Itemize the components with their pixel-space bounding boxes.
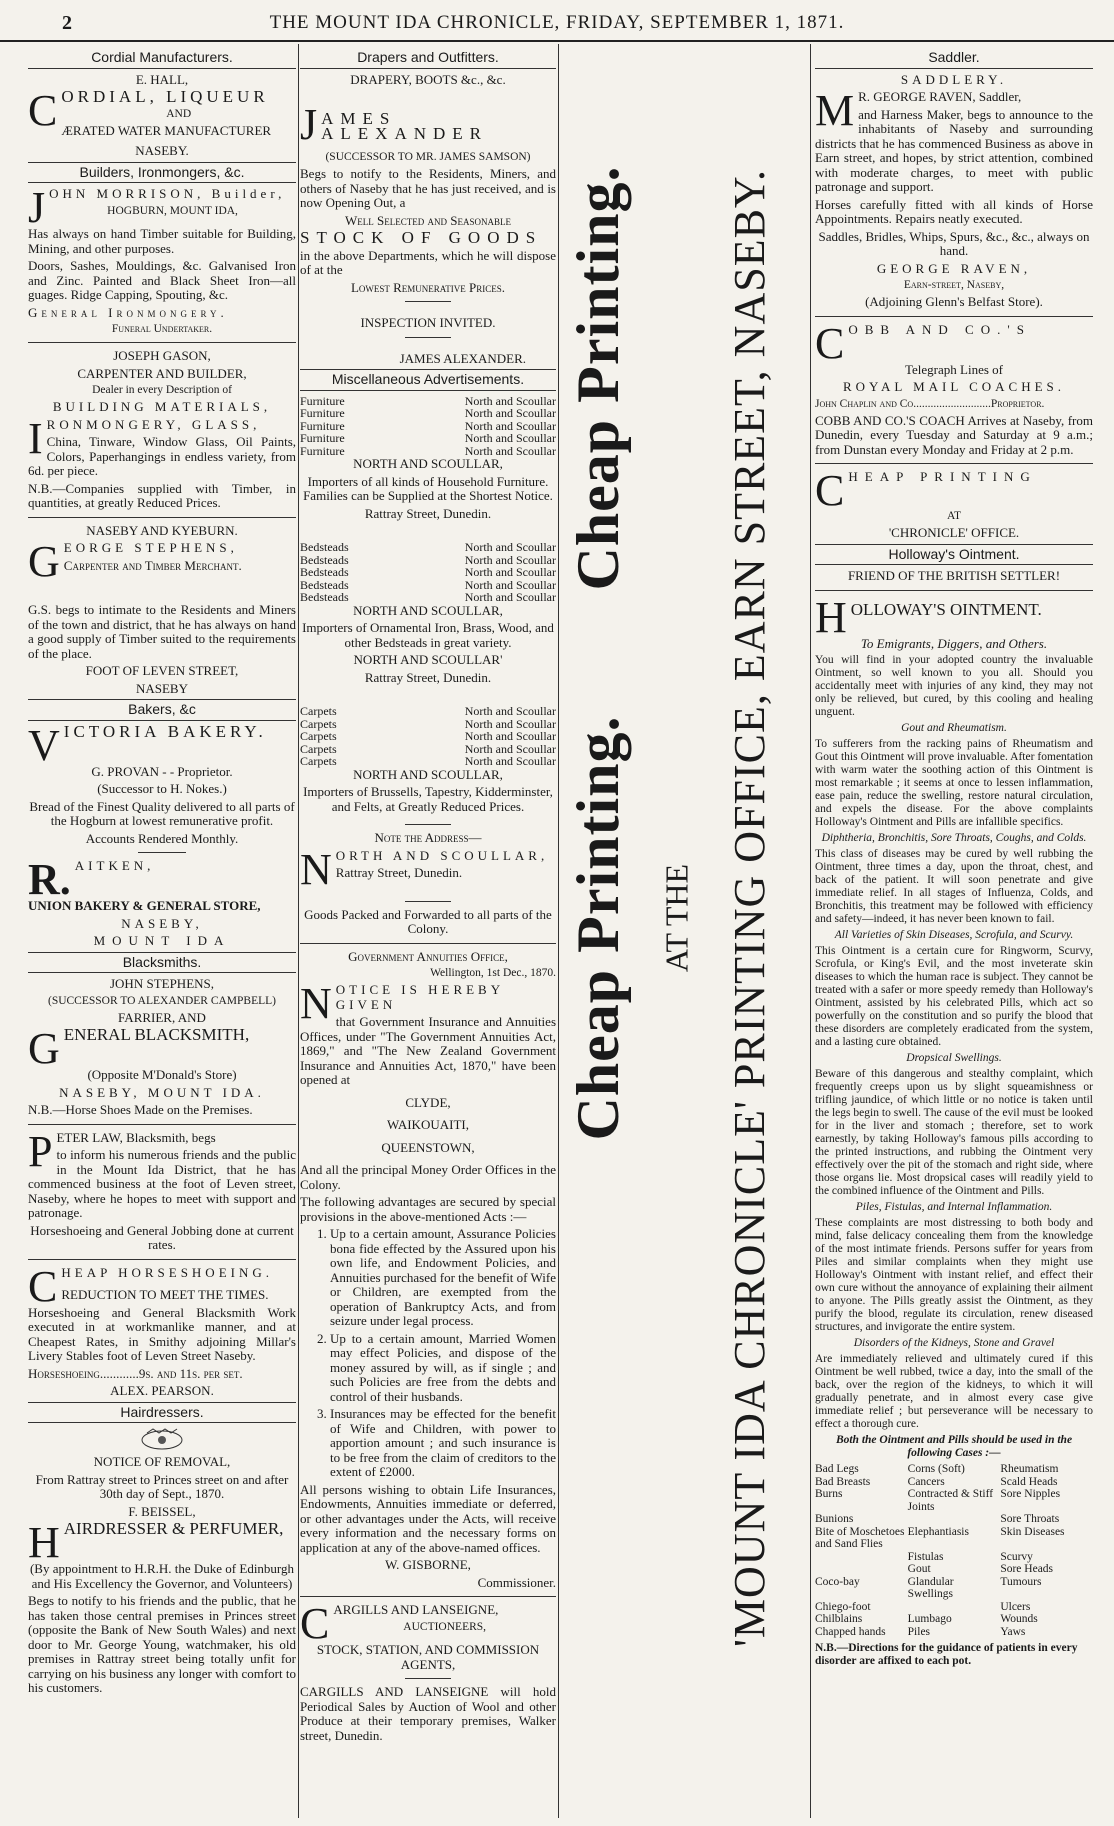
- dropcap-c2: C: [28, 1261, 58, 1311]
- aitken-mount: MOUNT IDA: [93, 933, 231, 948]
- ns-addr: Rattray Street, Dunedin.: [364, 669, 492, 685]
- section-header-blacksmiths: Blacksmiths.: [28, 952, 296, 974]
- holloway-p2: To sufferers from the racking pains of Rheumatism and Gout this Ointment will prove invaluable. After fomentation with warm water the soothing action of this Ointment is most remarkable ; it seems at once to lessen inflammation, ease pain, reduce the swelling, restore natural circulation, and expels the disease. For the above complaints Holloway's Ointment and Pills are infallible specifics.: [815, 738, 1093, 828]
- divider: [300, 1596, 556, 1597]
- north-scoullar: ORTH AND SCOULLAR,: [335, 847, 549, 863]
- friend-settler: FRIEND OF THE BRITISH SETTLER!: [847, 568, 1061, 583]
- holloway-p7: Are immediately relieved and ultimately cured if this Ointment be well rubbed, twice a day, into the small of the back, over the region of the kidneys, to which it will gradually penetrate, and in almost every case give immediate relief ; but perseverance will be necessary to effect a thorough cure.: [815, 1353, 1093, 1430]
- section-header-misc: Miscellaneous Advertisements.: [300, 369, 556, 391]
- cargills-name: ARGILLS AND LANSEIGNE,: [333, 1602, 499, 1617]
- furniture-ad: [300, 395, 556, 522]
- alexander-name: AMES ALEXANDER: [321, 109, 489, 143]
- divider: [28, 517, 296, 518]
- listing-row: Bedsteads North and Scoullar: [300, 577, 556, 592]
- morrison-body2: Doors, Sashes, Mouldings, &c. Galvanised Iron and Zinc. Painted and Black Sheet Iron—all guages. Ridge Capping, Spouting, &c.: [28, 258, 296, 302]
- list-item: 1. Up to a certain amount, Assurance Policies bona fide effected by the Assured upon his own life, and Endowment Policies, and Annuities purchased for the benefit of Wife or Children, are exempted from the operation of Bankruptcy Acts, and from seizure under legal process.: [330, 1227, 556, 1329]
- js-farrier: FARRIER, AND: [118, 1009, 206, 1025]
- bakery-accounts: Accounts Rendered Monthly.: [85, 830, 239, 846]
- divider: [28, 342, 296, 343]
- advantages-list: [300, 1227, 556, 1480]
- column-divider: [810, 44, 811, 1818]
- gason-title: CARPENTER AND BUILDER,: [77, 365, 247, 381]
- carpets-body: Importers of Brussells, Tapestry, Kidderminster, and Felts, at Greatly Reduced Prices.: [303, 784, 553, 814]
- divider: [815, 590, 1093, 591]
- cheap-body: Horseshoeing and General Blacksmith Work executed in at workmanlike manner, and at Cheapest Rates, in Smithy adjoining Millar's Livery Stables foot of Leven Street Naseby.: [28, 1304, 296, 1363]
- cordial-line1: ORDIAL, LIQUEUR: [61, 87, 269, 106]
- aitken-naseby: NASEBY,: [121, 915, 203, 931]
- inspection: INSPECTION INVITED.: [360, 315, 496, 330]
- skin-heading: All Varieties of Skin Diseases, Scrofula, and Scurvy.: [834, 929, 1074, 941]
- dropcap-j2: J: [300, 100, 318, 149]
- note-address: Note the Address—: [374, 830, 482, 845]
- section-header-hair: Hairdressers.: [28, 1402, 296, 1424]
- alexander-body: Begs to notify to the Residents, Miners, and others of Naseby that he has just received, and is now Opening Out, a: [300, 166, 556, 210]
- morrison-name: OHN MORRISON, Builder,: [49, 186, 286, 201]
- table-cell: Cancers: [907, 1475, 945, 1488]
- provan-succ: (Successor to H. Nokes.): [97, 781, 227, 796]
- stock-of-goods: STOCK OF GOODS: [300, 228, 543, 247]
- cargills-role: AUCTIONEERS,: [403, 1620, 487, 1633]
- divider: [815, 316, 1093, 317]
- divider: [405, 301, 451, 302]
- cargills-stock: STOCK, STATION, AND COMMISSION AGENTS,: [316, 1642, 540, 1672]
- listing-row: Carpets North and Scoullar: [300, 754, 556, 768]
- column-2: [300, 48, 556, 1746]
- js-general: ENERAL BLACKSMITH,: [63, 1025, 250, 1044]
- table-cell: Scald Heads: [1000, 1475, 1058, 1488]
- listing-row: Carpets North and Scoullar: [300, 729, 556, 743]
- listing-row: Carpets North and Scoullar: [300, 741, 556, 756]
- stephens-body: G.S. begs to intimate to the Residents and Miners of the town and district, that he has always on hand a good supply of Timber suited to the requirements of the place.: [28, 602, 296, 661]
- table-cell: Rheumatism: [1000, 1463, 1059, 1475]
- saddlery: SADDLERY.: [900, 71, 1008, 87]
- table-cell: Tumours: [1000, 1575, 1042, 1588]
- place-waikouaiti: WAIKOUAITI,: [387, 1117, 469, 1132]
- morrison-body: Has always on hand Timber suitable for Building, Mining, and other purposes.: [28, 226, 296, 256]
- ns-company: NORTH AND SCOULLAR,: [353, 456, 503, 471]
- masthead: [0, 0, 1114, 42]
- beissel: F. BEISSEL,: [128, 1503, 196, 1519]
- chronicle-office: 'CHRONICLE' OFFICE.: [888, 525, 1020, 540]
- table-cell: Corns (Soft): [907, 1463, 965, 1475]
- holloway-title: OLLOWAY'S OINTMENT.: [850, 599, 1042, 619]
- dropcap-g: G: [28, 537, 60, 586]
- law-body: to inform his numerous friends and the public in the Mount Ida District, that he has commenced business at the foot of Leven street, Naseby, where he hopes to meet with support and patronage.: [28, 1147, 296, 1220]
- table-cell: Coco-bay: [815, 1575, 860, 1588]
- table-cell: Sore Throats: [1000, 1513, 1060, 1525]
- morrison-addr: HOGBURN, MOUNT IDA,: [107, 204, 238, 217]
- table-cell: [908, 1601, 1001, 1614]
- place-queenstown: QUEENSTOWN,: [381, 1139, 475, 1155]
- dropcap-g2: G: [28, 1024, 60, 1073]
- cheap-printing-left: Cheap Printing.: [564, 715, 631, 1141]
- dropcap-i: I: [28, 413, 43, 463]
- holloway-nb: N.B.—Directions for the guidance of patients in every disorder are affixed to each pot.: [815, 1642, 1078, 1667]
- gov-body2: And all the principal Money Order Offices in the Colony.: [300, 1162, 556, 1192]
- dropcap-n: N: [300, 844, 332, 894]
- gason-name: JOSEPH GASON,: [113, 348, 211, 363]
- gov-body4: All persons wishing to obtain Life Insurances, Endowments, Annuities immediate or deferred, or other advantages under the Acts, will receive every information and the necessary forms on application at any of the above-named offices.: [300, 1481, 556, 1555]
- hair-body: Begs to notify to his friends and the public, that he has taken those central premises in Princes street (opposite the Bank of New South Wales) and next door to Mr. George Young, watchmaker, his old premises in Rattray street being totally unfit for carrying on his business any longer with comfort to his customers.: [28, 1593, 296, 1695]
- holloway-p4: This Ointment is a certain cure for Ringworm, Scurvy, Scrofula, or King's Evil, and the most inveterate skin diseases to which the human race is subject. They cannot be treated with a safer or more speedy remedy than Holloway's Ointment, assisted by his celebrated Pills, which act so powerfully on the constitution and so purify the blood that these disorders are completely eradicated from the system, and a lasting cure obtained.: [815, 945, 1093, 1048]
- section-header-holloway: Holloway's Ointment.: [815, 544, 1093, 566]
- dropcap-v: V: [28, 720, 60, 770]
- listing-row: Bedsteads North and Scoullar: [300, 590, 556, 604]
- table-cell: Glandular Swellings: [907, 1575, 954, 1600]
- printing-office: 'MOUNT IDA CHRONICLE' PRINTING OFFICE, EARN STREET, NASEBY.: [724, 168, 774, 1648]
- holloway-p5: Beware of this dangerous and stealthy complaint, which frequently creeps upon us by slight squeamishness or trifling jaundice, of which little or no notice is taken until the legs begin to swell. The cause of the evil must be looked for in the liver and stomach ; therefore, set to work earnestly, by taking Holloway's famous pills according to the printed instructions, and rubbing the Ointment very effectively over the pit of the stomach and right side, where those organs lie. Most dropsical cases will readily yield to the combined influence of the Ointment and Pills.: [815, 1068, 1093, 1197]
- divider: [405, 1678, 451, 1679]
- victoria-bakery: ICTORIA BAKERY.: [63, 721, 267, 741]
- stephens-name: EORGE STEPHENS,: [63, 540, 238, 555]
- furniture-body: Importers of all kinds of Household Furniture. Families can be Supplied at the Shortest Notice.: [303, 473, 553, 503]
- section-header-cordial: Cordial Manufacturers.: [28, 48, 296, 69]
- raven-sign: GEORGE RAVEN,: [876, 260, 1032, 276]
- raven-body: and Harness Maker, begs to announce to the inhabitants of Naseby and surrounding districts that he has commenced Business as above in Earn street, and hopes, by strict attention, combined with moderate charges, to meet with public patronage and support.: [815, 106, 1093, 194]
- hair-appt: (By appointment to H.R.H. the Duke of Edinburgh and His Excellency the Governor, and Volunteers): [29, 1561, 295, 1591]
- gason-body: China, Tinware, Window Glass, Oil Paints, Colors, Paperhangings in endless variety, from 6d. per piece.: [28, 434, 296, 478]
- cordial-line3: ÆRATED WATER MANUFACTURER: [61, 122, 272, 138]
- removal-body: From Rattray street to Princes street on and after 30th day of Sept., 1870.: [35, 1471, 289, 1501]
- cases-heading: Both the Ointment and Pills should be used in the following Cases :—: [835, 1434, 1073, 1459]
- table-cell: Lumbago: [907, 1613, 952, 1625]
- ns-company: NORTH AND SCOULLAR,: [353, 766, 503, 782]
- dropcap-m: M: [815, 86, 855, 135]
- dropsical-heading: Dropsical Swellings.: [906, 1052, 1002, 1064]
- stephens-place: NASEBY AND KYEBURN.: [86, 522, 238, 538]
- js-place: NASEBY, MOUNT IDA.: [59, 1084, 265, 1100]
- cheap-horse: HEAP HORSESHOEING.: [61, 1264, 273, 1280]
- column-1: [28, 48, 296, 1699]
- provan: G. PROVAN - - Proprietor.: [91, 763, 233, 779]
- ns-company2: NORTH AND SCOULLAR': [353, 652, 503, 667]
- table-cell: Sore Heads: [1000, 1563, 1054, 1575]
- table-cell: Chapped hands: [815, 1625, 886, 1638]
- dropcap-c3: C: [300, 1599, 330, 1648]
- stephens-naseby: NASEBY: [135, 680, 188, 696]
- bedsteads-ad: [300, 541, 556, 685]
- column-4: [815, 48, 1093, 1671]
- divider: [405, 824, 451, 825]
- listing-row: Bedsteads North and Scoullar: [300, 565, 556, 579]
- section-header-builders: Builders, Ironmongers, &c.: [28, 162, 296, 184]
- cordial-line2: AND: [166, 107, 192, 120]
- gason-dealer: Dealer in every Description of: [92, 384, 232, 396]
- table-cell: Scurvy: [1000, 1550, 1033, 1563]
- well-selected: Well Selected and Seasonable: [345, 212, 511, 228]
- stephens-foot: FOOT OF LEVEN STREET,: [85, 663, 239, 678]
- dropcap-p: P: [28, 1126, 53, 1176]
- table-cell: Sore Nipples: [1000, 1488, 1061, 1500]
- column-divider: [558, 44, 559, 1818]
- cargills-body: CARGILLS AND LANSEIGNE will hold Periodical Sales by Auction of Wool and other Produce at their temporary premises, Walker street, Dunedin.: [300, 1684, 556, 1743]
- table-cell: Contracted & Stiff Joints: [907, 1488, 994, 1513]
- newspaper-title: THE MOUNT IDA CHRONICLE, FRIDAY, SEPTEMBER 1, 1871.: [269, 12, 845, 33]
- spacer: [300, 90, 556, 104]
- ns-company: NORTH AND SCOULLAR,: [353, 602, 503, 618]
- carpets-ad: [300, 705, 556, 814]
- divider: [405, 901, 451, 902]
- raven-adj: (Adjoining Glenn's Belfast Store).: [865, 294, 1043, 309]
- table-cell: Piles: [907, 1625, 931, 1638]
- table-cell: [908, 1513, 1001, 1526]
- listing-row: Furniture North and Scoullar: [300, 406, 556, 420]
- cheap-printing-small: HEAP PRINTING: [848, 469, 1037, 484]
- dropcap-c: C: [28, 86, 58, 135]
- hairdresser-title: AIRDRESSER & PERFUMER,: [63, 1519, 284, 1538]
- dropcap-h: H: [28, 1518, 60, 1567]
- place-clyde: CLYDE,: [405, 1094, 451, 1110]
- divider: [138, 852, 186, 853]
- spacer: [28, 581, 296, 603]
- table-cell: [815, 1551, 908, 1564]
- raven-street: Earn-street, Naseby,: [903, 279, 1005, 291]
- gov-body: that Government Insurance and Annuities Offices, under "The Government Annuities Act, 1869," and "The New Zealand Government Insurance and Annuities Act, 1870," have been opened at: [300, 1014, 556, 1087]
- alexander-body2: in the above Departments, which he will dispose of at the: [300, 247, 556, 277]
- column-3-printing-ad: [560, 48, 800, 1808]
- general-ironmongery: General Ironmongery.: [28, 304, 228, 320]
- dropcap-j: J: [28, 183, 46, 232]
- list-item: 3. Insurances may be effected for the benefit of Wife and Children, with power to apportion amount ; and such insurance is to be free from the claim of creditors to the extent of £2000.: [330, 1407, 556, 1480]
- divider: [405, 337, 451, 338]
- dropcap-c4: C: [815, 318, 845, 368]
- cheap-rates: Horseshoeing............9s. and 11s. per set.: [28, 1365, 243, 1381]
- cobb-lines: Telegraph Lines of: [905, 361, 1003, 377]
- dropcap-h2: H: [815, 592, 847, 642]
- bakery-body: Bread of the Finest Quality delivered to all parts of the Hogburn at lowest remunerative profit.: [29, 798, 295, 828]
- table-cell: Skin Diseases: [1000, 1525, 1065, 1538]
- funeral-undertaker: Funeral Undertaker.: [111, 323, 213, 335]
- listing-row: Furniture North and Scoullar: [300, 418, 556, 433]
- law-body2: Horseshoeing and General Jobbing done at current rates.: [30, 1222, 294, 1252]
- table-cell: Wounds: [1000, 1613, 1038, 1625]
- law-name: ETER LAW, Blacksmith, begs: [56, 1129, 216, 1145]
- gout-heading: Gout and Rheumatism.: [901, 722, 1007, 734]
- spacer: [300, 889, 556, 895]
- table-cell: Chilblains: [815, 1613, 863, 1625]
- cheap-printing-top: Cheap Printing.: [564, 165, 631, 591]
- kidneys-heading: Disorders of the Kidneys, Stone and Gravel: [853, 1337, 1055, 1349]
- gason-materials: BUILDING MATERIALS,: [52, 399, 272, 414]
- printing-at: AT: [946, 510, 962, 522]
- listing-row: Carpets North and Scoullar: [300, 716, 556, 731]
- table-cell: Yaws: [1000, 1625, 1026, 1638]
- holloway-p3: This class of diseases may be cured by well rubbing the Ointment, three times a day, upon the throat, chest, and back of the patient. It will soon penetrate and give immediate relief. In all stages of Influenza, Colds, and Bronchitis, this treatment may be followed with efficiency and safety—indeed, it has never been known to fail.: [815, 848, 1093, 925]
- cobb-name: OBB AND CO.'S: [848, 321, 1031, 337]
- alexander-sign: JAMES ALEXANDER.: [399, 350, 526, 366]
- cordial-ad: [28, 86, 296, 138]
- stephens-trade: Carpenter and Timber Merchant.: [63, 557, 242, 573]
- divider: [28, 1259, 296, 1260]
- raven-name: R. GEORGE RAVEN, Saddler,: [858, 89, 1022, 104]
- royal-mail: ROYAL MAIL COACHES.: [842, 379, 1065, 394]
- listing-row: Furniture North and Scoullar: [300, 393, 556, 408]
- listing-row: Bedsteads North and Scoullar: [300, 552, 556, 567]
- gason-iron: RONMONGERY, GLASS,: [46, 416, 261, 432]
- table-cell: Bad Breasts: [815, 1475, 871, 1488]
- goods-packed: Goods Packed and Forwarded to all parts of the Colony.: [304, 906, 552, 936]
- bedsteads-body: Importers of Ornamental Iron, Brass, Wood, and other Bedsteads in great variety.: [302, 620, 554, 650]
- removal-notice: NOTICE OF REMOVAL,: [93, 1454, 231, 1469]
- cobb-body: COBB AND CO.'S COACH Arrives at Naseby, from Dunedin, every Tuesday and Saturday at 9 a.m.; from Dunstan every Monday and Friday at 2 p.m.: [815, 412, 1093, 457]
- cheap-reduction: REDUCTION TO MEET THE TIMES.: [61, 1287, 269, 1302]
- dropcap-n2: N: [300, 979, 332, 1028]
- north-addr: Rattray Street, Dunedin.: [335, 865, 463, 880]
- lowest-prices: Lowest Remunerative Prices.: [350, 279, 506, 295]
- raven-body3: Saddles, Bridles, Whips, Spurs, &c., &c., always on hand.: [818, 228, 1090, 258]
- raven-body2: Horses carefully fitted with all kinds of Horse Appointments. Repairs neatly executed.: [815, 196, 1093, 226]
- page-number: 2: [62, 12, 72, 34]
- gason-nb: N.B.—Companies supplied with Timber, in quantities, at greatly Reduced Prices.: [28, 480, 296, 510]
- disease-table: [815, 1463, 1093, 1638]
- list-item: 2. Up to a certain amount, Married Women may effect Policies, and dispose of the money assured by will, as if single ; and such Policies are free from the debts and control of their husbands.: [330, 1332, 556, 1405]
- commissioner: Commissioner.: [477, 1574, 556, 1590]
- listing-row: Furniture North and Scoullar: [300, 443, 556, 458]
- diphtheria-heading: Diphtheria, Bronchitis, Sore Throats, Coughs, and Colds.: [821, 832, 1087, 844]
- alexander-succ: (SUCCESSOR TO MR. JAMES SAMSON): [325, 151, 531, 163]
- cobb-prop: John Chaplin and Co...........................Proprietor.: [815, 397, 1045, 410]
- table-cell: Bite of Moschetoes and Sand Flies: [815, 1525, 905, 1550]
- section-header-bakers: Bakers, &c: [28, 699, 296, 721]
- aitken-initial: R.: [28, 855, 71, 904]
- table-cell: Bad Legs: [815, 1463, 859, 1475]
- royal-crest-icon: [139, 1427, 185, 1451]
- table-cell: Fistulas: [907, 1550, 944, 1563]
- listing-row: Furniture North and Scoullar: [300, 431, 556, 445]
- gov-date: Wellington, 1st Dec., 1870.: [430, 967, 556, 979]
- table-cell: Elephantiasis: [907, 1525, 969, 1538]
- listing-row: Carpets North and Scoullar: [300, 704, 556, 718]
- holloway-p1: You will find in your adopted country the invaluable Ointment, so well known to you all. Should you accidentally meet with injuries of any kind, they may not only be relieved, but cured, by this cooling and healing unguent.: [815, 654, 1093, 718]
- holloway-p6: These complaints are most distressing to both body and mind, false delicacy concealing them from the knowledge of the most intimate friends. Persons suffer for years from Piles and similar complaints when they might use Holloway's Ointment with instant relief, and effect their own cure without the annoyance of explaining their ailment to anyone. The Pills greatly assist the Ointment, as they purify the blood, regulate its circulation, renew diseased structures, and invigorate the entire system.: [815, 1217, 1093, 1333]
- aitken-name: AITKEN,: [74, 858, 155, 873]
- ns-addr: Rattray Street, Dunedin.: [364, 505, 492, 521]
- gov-body3: The following advantages are secured by special provisions in the above-mentioned Acts :—: [300, 1194, 556, 1224]
- listing-row: Bedsteads North and Scoullar: [300, 540, 556, 554]
- gov-office: Government Annuities Office,: [348, 948, 508, 964]
- aitken-store: UNION BAKERY & GENERAL STORE,: [28, 898, 261, 913]
- hall-name: E. HALL,: [135, 71, 189, 87]
- table-cell: Ulcers: [1000, 1600, 1031, 1613]
- section-header-drapers: Drapers and Outfitters.: [300, 48, 556, 69]
- js-succ: (SUCCESSOR TO ALEXANDER CAMPBELL): [47, 994, 276, 1007]
- table-cell: Gout: [907, 1563, 931, 1575]
- table-cell: Burns: [815, 1488, 843, 1500]
- js-opp: (Opposite M'Donald's Store): [87, 1067, 237, 1082]
- table-cell: Bunions: [815, 1513, 854, 1525]
- divider: [815, 463, 1093, 464]
- divider: [300, 943, 556, 944]
- gov-notice: OTICE IS HEREBY GIVEN: [335, 982, 504, 1012]
- column-divider: [298, 44, 299, 1818]
- piles-heading: Piles, Fistulas, and Internal Inflammation.: [855, 1201, 1053, 1213]
- pearson: ALEX. PEARSON.: [110, 1383, 214, 1398]
- emigrants-heading: To Emigrants, Diggers, and Others.: [860, 635, 1048, 651]
- section-header-saddler: Saddler.: [815, 48, 1093, 69]
- at-the: AT THE: [658, 863, 695, 973]
- js-nb: N.B.—Horse Shoes Made on the Premises.: [28, 1102, 253, 1117]
- drapery-sub: DRAPERY, BOOTS &c., &c.: [350, 71, 506, 87]
- divider: [28, 1124, 296, 1125]
- gisborne: W. GISBORNE,: [385, 1557, 471, 1572]
- cordial-place: NASEBY.: [135, 143, 189, 158]
- table-cell: Chiego-foot: [815, 1600, 871, 1613]
- table-cell: [815, 1563, 908, 1576]
- john-stephens: JOHN STEPHENS,: [109, 976, 214, 991]
- dropcap-c5: C: [815, 466, 845, 515]
